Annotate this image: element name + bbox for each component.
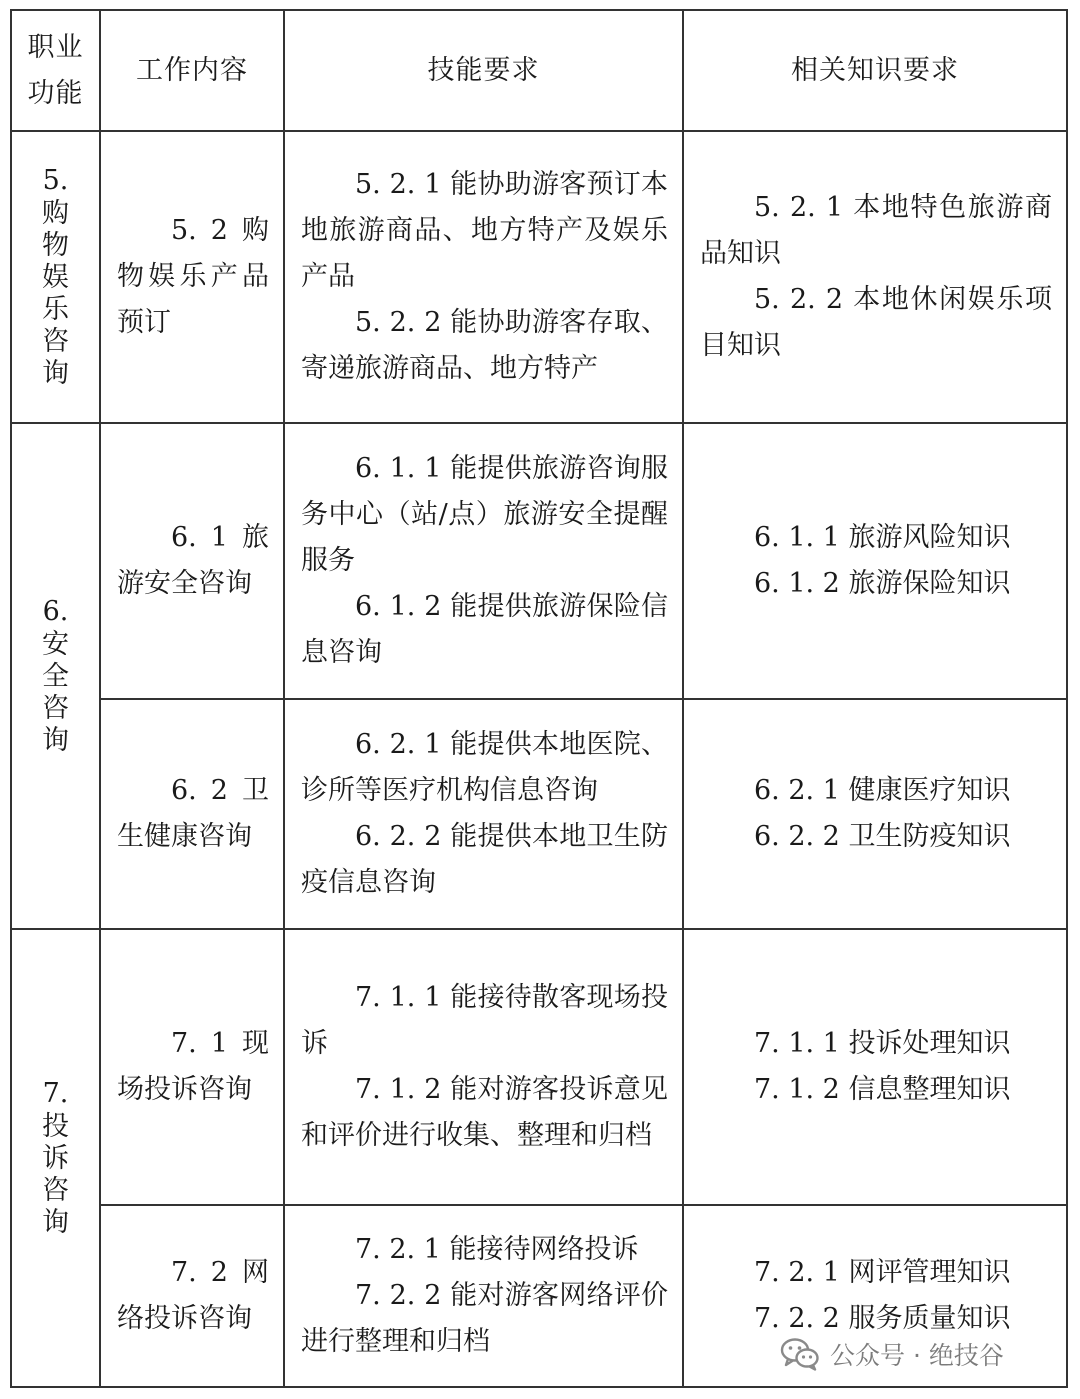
work-content-cell	[100, 699, 284, 929]
knowledge-item: 6. 1. 1 旅游风险知识	[754, 522, 1011, 553]
knowledge-item: 6. 1. 2 旅游保险知识	[754, 568, 1011, 599]
skills-cell	[284, 1205, 683, 1387]
watermark-text: 公众号 · 绝技谷	[830, 1341, 1004, 1370]
skills-cell	[284, 929, 683, 1205]
function-cell	[11, 131, 100, 423]
skill-item: 6. 2. 1 能提供本地医院、诊所等医疗机构信息咨询	[301, 729, 668, 806]
requirements-table	[10, 9, 1068, 1388]
header-row	[11, 10, 1067, 131]
work-content: 6. 1 旅游安全咨询	[117, 522, 269, 599]
skills-cell	[284, 423, 683, 699]
table-row	[11, 423, 1067, 699]
function-number: 6.	[42, 596, 69, 627]
skill-item: 7. 2. 1 能接待网络投诉	[355, 1234, 639, 1265]
work-content-cell	[100, 131, 284, 423]
skill-item: 7. 1. 2 能对游客投诉意见和评价进行收集、整理和归档	[301, 1074, 668, 1151]
skill-item: 7. 2. 2 能对游客网络评价进行整理和归档	[301, 1280, 668, 1357]
work-content: 7. 1 现场投诉咨询	[117, 1028, 269, 1105]
knowledge-item: 6. 2. 2 卫生防疫知识	[754, 821, 1011, 852]
skills-cell	[284, 131, 683, 423]
skills-cell	[284, 699, 683, 929]
knowledge-item: 5. 2. 1 本地特色旅游商品知识	[700, 192, 1052, 269]
work-content-cell	[100, 423, 284, 699]
work-content: 6. 2 卫生健康咨询	[117, 775, 269, 852]
skill-item: 6. 1. 1 能提供旅游咨询服务中心（站/点）旅游安全提醒服务	[301, 453, 668, 576]
header-function	[11, 10, 100, 131]
header-content: 工作内容	[100, 10, 284, 131]
table-row	[11, 131, 1067, 423]
skill-item: 6. 1. 2 能提供旅游保险信息咨询	[301, 591, 668, 668]
knowledge-item: 7. 2. 1 网评管理知识	[754, 1257, 1011, 1288]
skill-item: 7. 1. 1 能接待散客现场投诉	[301, 982, 668, 1059]
skill-item: 6. 2. 2 能提供本地卫生防疫信息咨询	[301, 821, 668, 898]
knowledge-item: 6. 2. 1 健康医疗知识	[754, 775, 1011, 806]
knowledge-item: 5. 2. 2 本地休闲娱乐项目知识	[700, 284, 1052, 361]
knowledge-item: 7. 2. 2 服务质量知识	[754, 1303, 1011, 1334]
skill-item: 5. 2. 2 能协助游客存取、寄递旅游商品、地方特产	[301, 307, 668, 384]
work-content-cell	[100, 929, 284, 1205]
knowledge-cell	[683, 699, 1067, 929]
header-skills: 技能要求	[284, 10, 683, 131]
function-number: 5.	[42, 165, 69, 196]
work-content: 5. 2 购物娱乐产品预订	[117, 215, 269, 338]
function-cell	[11, 423, 100, 929]
function-cell	[11, 929, 100, 1387]
knowledge-item: 7. 1. 2 信息整理知识	[754, 1074, 1011, 1105]
wechat-icon	[780, 1337, 820, 1371]
knowledge-cell	[683, 929, 1067, 1205]
knowledge-cell	[683, 423, 1067, 699]
skill-item: 5. 2. 1 能协助游客预订本地旅游商品、地方特产及娱乐产品	[301, 169, 668, 292]
table-row	[11, 699, 1067, 929]
knowledge-cell	[683, 131, 1067, 423]
header-knowledge: 相关知识要求	[683, 10, 1067, 131]
function-number: 7.	[42, 1078, 69, 1109]
function-name: 购物娱乐咨询	[42, 198, 69, 389]
function-name: 安全咨询	[42, 629, 69, 756]
work-content: 7. 2 网络投诉咨询	[117, 1257, 269, 1334]
header-function-label: 职业 功能	[27, 31, 84, 109]
table-row	[11, 929, 1067, 1205]
knowledge-item: 7. 1. 1 投诉处理知识	[754, 1028, 1011, 1059]
work-content-cell	[100, 1205, 284, 1387]
watermark	[780, 1334, 1004, 1374]
function-name: 投诉咨询	[42, 1111, 69, 1238]
